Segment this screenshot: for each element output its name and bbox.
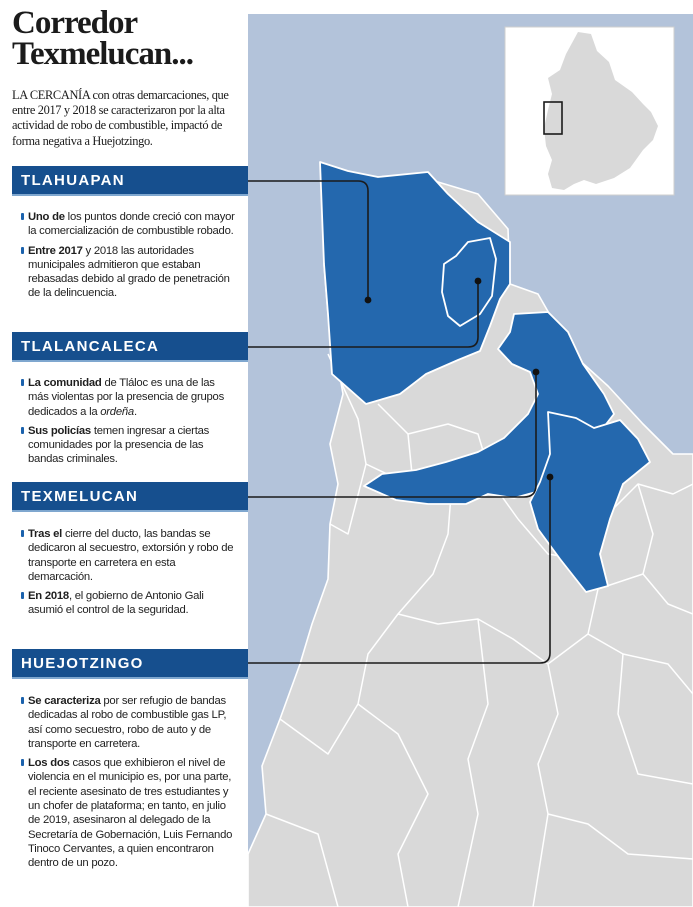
bullet-item [28,210,236,239]
section-bullets-texmelucan [28,527,236,623]
bullet-text: por ser refugio de bandas dedicadas al robo de combustible gas LP, así como secuestro, robo de auto y de transporte en carretera. [28,695,227,750]
bullet-text: temen ingresar a ciertas comunidades por la presencia de las bandas criminales. [28,424,210,466]
bullet-text: de Tláloc es una de las más violentas por la presencia de grupos dedicados a la [28,377,224,418]
section-bullets-tlahuapan [28,210,236,306]
bullet-tail: . [133,405,137,418]
bullet-italic: ordeña [100,405,134,418]
section-bullets-huejotzingo [28,694,236,876]
section-title: TEXMELUCAN [21,488,139,505]
state-locator-inset [505,27,674,195]
bullet-item [28,694,236,751]
bullet-lead: Uno de [28,211,65,223]
intro-text: con otras demarcaciones, que entre 2017 y 2018 se caracterizaron por la alta actividad de robo de combustible, impactó de forma negativa a Huejotzingo. [12,88,229,148]
bullet-item [28,424,236,467]
bullet-lead: Sus policías [28,424,91,437]
bullet-lead: Entre 2017 [28,244,83,257]
section-banner-tlahuapan [12,166,248,196]
title-line-2: Texmelucan... [12,36,194,72]
section-title: TLAHUAPAN [21,172,125,189]
bullet-item [28,589,236,618]
page-title [12,5,194,72]
bullet-lead: Los dos [28,757,70,770]
bullet-text: los puntos donde creció con mayor la comercialización de combustible robado. [28,211,235,238]
section-title: TLALANCALECA [21,338,160,355]
section-bullets-tlalancaleca [28,376,236,472]
bullet-item [28,244,236,301]
bullet-text: y 2018 las autoridades municipales admitieron que estaban rebasadas debido al grado de penetración de la delincuencia. [28,244,230,300]
bullet-lead: Se caracteriza [28,695,101,707]
bullet-text: casos que exhibieron el nivel de violencia en el municipio es, por una parte, el reciente asesinato de tres estudiantes y un chofer de plataforma; en tanto, en julio de 2019, asesinaron al delegado de la Secretaría de Gobernación, Luis Fernando Tinoco Cervantes, a quien encontraron dentro de un pozo. [28,757,233,870]
bullet-text: , el gobierno de Antonio Gali asumió el control de la seguridad. [28,590,204,617]
bullet-lead: En 2018 [28,590,69,603]
section-title: HUEJOTZINGO [21,655,144,672]
bullet-lead: La comunidad [28,377,102,389]
bullet-item [28,756,236,870]
bullet-lead: Tras el [28,528,63,540]
bullet-item [28,376,236,419]
section-banner-huejotzingo [12,649,248,679]
bullet-item [28,527,236,584]
section-banner-texmelucan [12,482,248,512]
title-line-1: Corredor [12,5,138,41]
section-banner-tlalancaleca [12,332,248,362]
municipality-map [248,14,693,907]
intro-paragraph [12,88,245,149]
bullet-text: cierre del ducto, las bandas se dedicaron al secuestro, extorsión y robo de transporte en carretera en esta demarcación. [28,528,234,583]
intro-lead: LA CERCANÍA [12,88,90,102]
